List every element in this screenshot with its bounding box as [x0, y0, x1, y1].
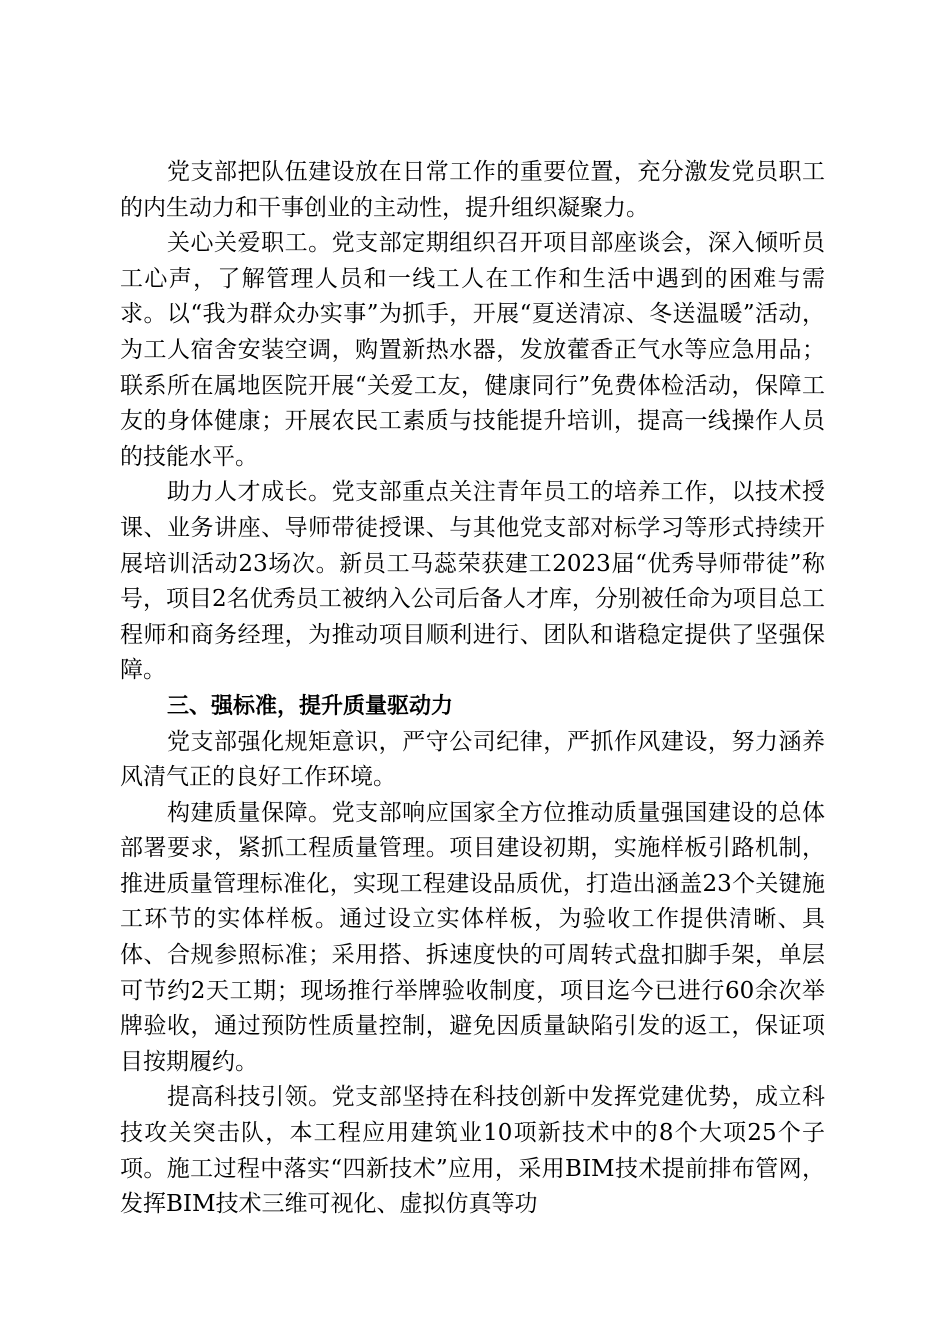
paragraph-quality-assurance: 构建质量保障。党支部响应国家全方位推动质量强国建设的总体部署要求，紧抓工程质量管理。项目建设初期，实施样板引路机制，推进质量管理标准化，实现工程建设品质优，打造出涵盖23个关键施工环节的实体样板。通过设立实体样板，为验收工作提供清晰、具体、合规参照标准；采用搭、拆速度快的可周转式盘扣脚手架，单层可节约2天工期；现场推行举牌验收制度，项目迄今已进行60余次举牌验收，通过预防性质量控制，避免因质量缺陷引发的返工，保证项目按期履约。	[120, 799, 825, 1075]
document-page	[120, 155, 825, 1223]
paragraph-care-for-staff: 关心关爱职工。党支部定期组织召开项目部座谈会，深入倾听员工心声，了解管理人员和一线工人在工作和生活中遇到的困难与需求。以“我为群众办实事”为抓手，开展“夏送清凉、冬送温暖”活动，为工人宿舍安装空调，购置新热水器，发放藿香正气水等应急用品；联系所在属地医院开展“关爱工友，健康同行”免费体检活动，保障工友的身体健康；开展农民工素质与技能提升培训，提高一线操作人员的技能水平。	[120, 230, 825, 470]
paragraph-technology-leadership: 提高科技引领。党支部坚持在科技创新中发挥党建优势，成立科技攻关突击队，本工程应用建筑业10项新技术中的8个大项25个子项。施工过程中落实“四新技术”应用，采用BIM技术提前排布管网，发挥BIM技术三维可视化、虚拟仿真等功	[120, 1084, 825, 1218]
paragraph-team-building: 党支部把队伍建设放在日常工作的重要位置，充分激发党员职工的内生动力和干事创业的主动性，提升组织凝聚力。	[120, 159, 825, 221]
paragraph-talent-growth: 助力人才成长。党支部重点关注青年员工的培养工作，以技术授课、业务讲座、导师带徒授课、与其他党支部对标学习等形式持续开展培训活动23场次。新员工马蕊荣获建工2023届“优秀导师带徒”称号，项目2名优秀员工被纳入公司后备人才库，分别被任命为项目总工程师和商务经理，为推动项目顺利进行、团队和谐稳定提供了坚强保障。	[120, 479, 825, 684]
paragraph-discipline: 党支部强化规矩意识，严守公司纪律，严抓作风建设，努力涵养风清气正的良好工作环境。	[120, 728, 825, 791]
section-heading: 三、强标准，提升质量驱动力	[167, 693, 454, 719]
